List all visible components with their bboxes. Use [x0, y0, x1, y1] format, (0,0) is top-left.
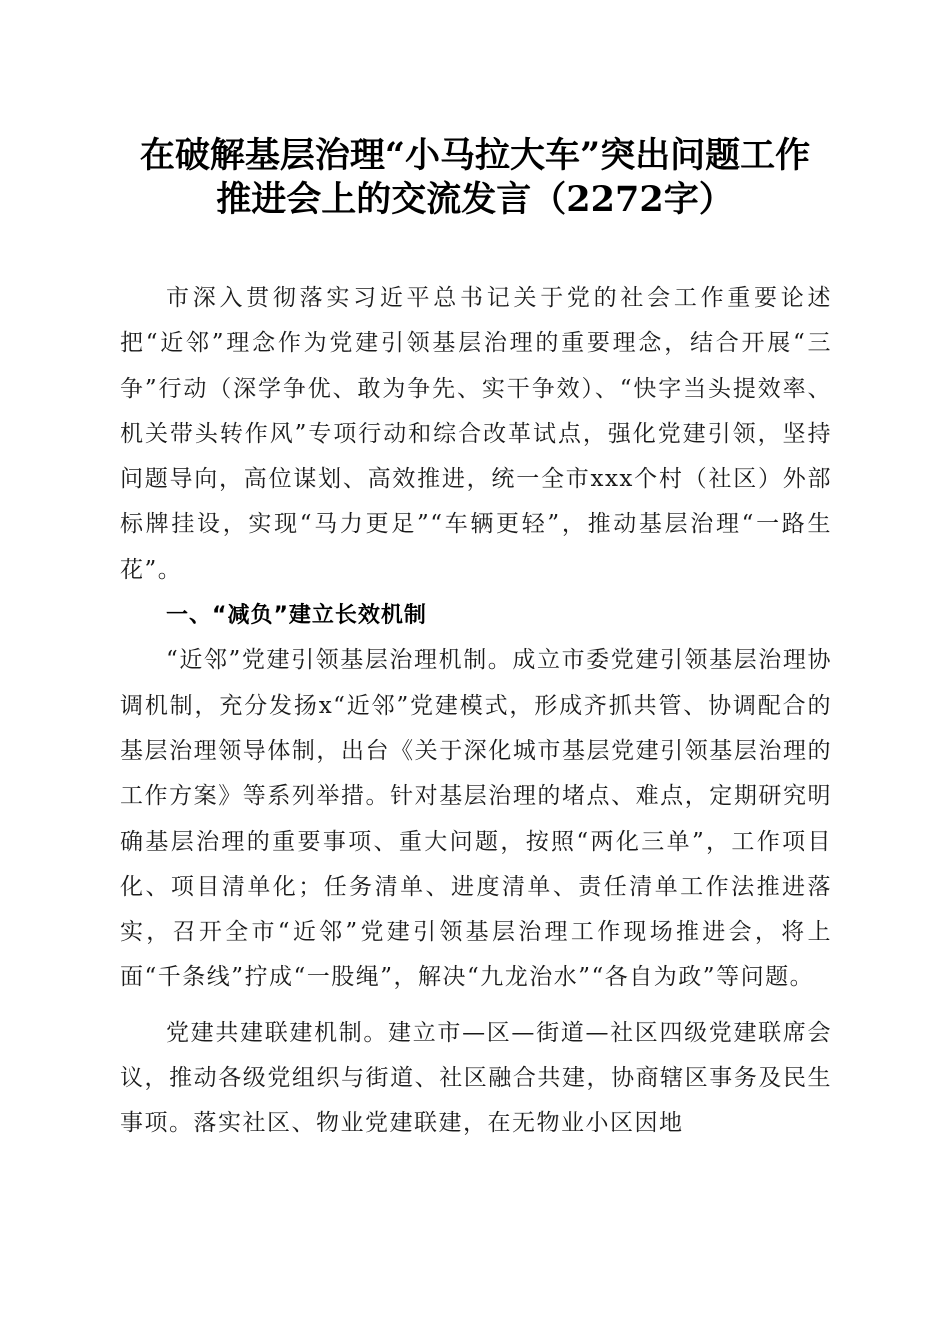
- title-line-1: 在破解基层治理“小马拉大车”突出问题工作: [139, 135, 811, 176]
- paragraph-neighbor-mechanism: “近邻”党建引领基层治理机制。成立市委党建引领基层治理协调机制，充分发扬x“近邻”党建模式，形成齐抓共管、协调配合的基层治理领导体制，出台《关于深化城市基层党建引领基层治理的工作方案》等系列举措。针对基层治理的堵点、难点，定期研究明确基层治理的重要事项、重大问题，按照“两化三单”，工作项目化、项目清单化；任务清单、进度清单、责任清单工作法推进落实，召开全市“近邻”党建引领基层治理工作现场推进会，将上面“千条线”拧成“一股绳”，解决“九龙治水”“各自为政”等问题。: [120, 647, 832, 991]
- title-line-2: 推进会上的交流发言（2272字）: [216, 179, 734, 220]
- paragraph-joint-building: 党建共建联建机制。建立市—区—街道—社区四级党建联席会议，推动各级党组织与街道、社区融合共建，协商辖区事务及民生事项。落实社区、物业党建联建，在无物业小区因地: [120, 1019, 832, 1137]
- section-heading-1: 一、“减负”建立长效机制: [166, 603, 427, 629]
- paragraph-intro: 市深入贯彻落实习近平总书记关于党的社会工作重要论述把“近邻”理念作为党建引领基层治理的重要理念，结合开展“三争”行动（深学争优、敢为争先、实干争效）、“快字当头提效率、机关带头转作风”专项行动和综合改革试点，强化党建引领，坚持问题导向，高位谋划、高效推进，统一全市xxx个村（社区）外部标牌挂设，实现“马力更足”“车辆更轻”，推动基层治理“一路生花”。: [120, 285, 832, 583]
- document-body: [120, 276, 832, 1147]
- document-title: [100, 134, 850, 222]
